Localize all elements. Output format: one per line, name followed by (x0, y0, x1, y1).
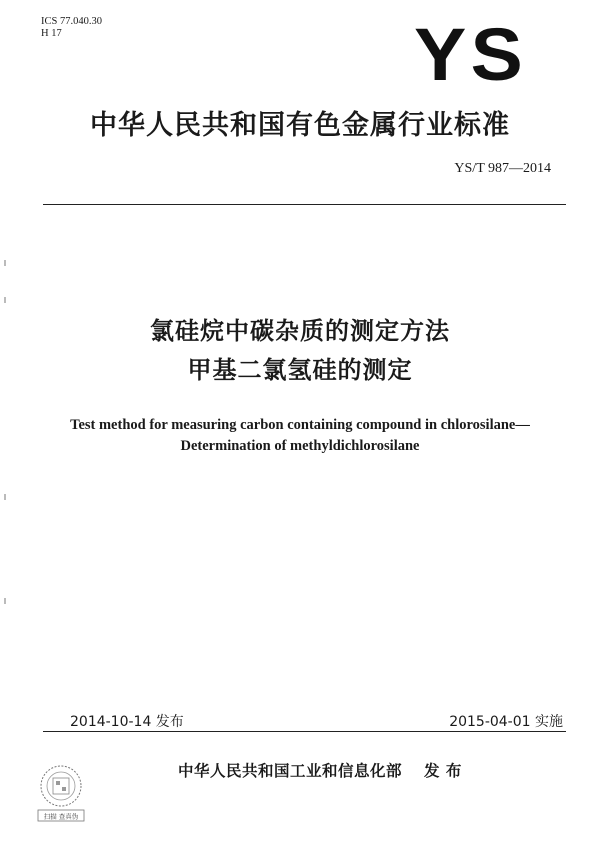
margin-mark (4, 494, 6, 500)
classification-block (41, 16, 102, 40)
ccs-code: H 17 (41, 28, 62, 39)
ics-code: ICS 77.040.30 (41, 16, 102, 27)
issue-date: 2014-10-14 发布 (70, 714, 184, 730)
chinese-title-line-2: 甲基二氯氢硅的测定 (187, 356, 413, 384)
margin-mark (4, 260, 6, 266)
standard-number: YS/T 987—2014 (454, 161, 551, 176)
bottom-divider (43, 731, 566, 732)
stamp-label: 扫描 查真伪 (43, 812, 79, 821)
margin-mark (4, 598, 6, 604)
issuer-name: 中华人民共和国工业和信息化部 (178, 762, 403, 780)
top-divider (43, 204, 566, 205)
english-title-line-1: Test method for measuring carbon containing compound in chlorosilane— (70, 417, 530, 433)
english-title-line-2: Determination of methyldichlorosilane (180, 438, 420, 454)
implementation-date: 2015-04-01 实施 (449, 714, 563, 730)
ys-logo: YS (414, 13, 528, 96)
issuer (178, 759, 462, 781)
margin-mark (4, 297, 6, 303)
issuer-action: 发 布 (424, 762, 462, 780)
organization-title: 中华人民共和国有色金属行业标准 (90, 110, 510, 141)
chinese-title-line-1: 氯硅烷中碳杂质的测定方法 (150, 317, 450, 345)
verification-stamp-icon (28, 762, 94, 824)
